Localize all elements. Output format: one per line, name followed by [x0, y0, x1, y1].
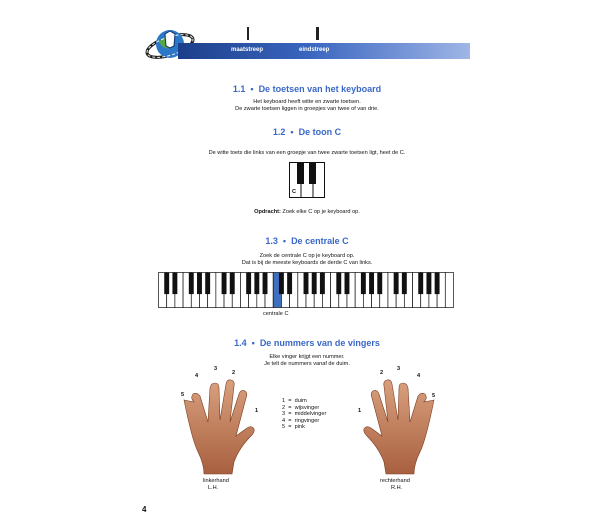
band-label-right: eindstreep: [299, 47, 330, 53]
right-hand-abbr: R.H.: [391, 485, 403, 491]
small-keyboard-c-label: C: [292, 189, 297, 195]
right-hand-num-1: 1: [358, 408, 362, 414]
black-key: [345, 273, 350, 295]
black-key: [418, 273, 423, 295]
black-key: [279, 273, 284, 295]
section-text-1-3b: Dat is bij de meeste keyboards de derde C van links.: [241, 260, 373, 266]
black-key: [377, 273, 382, 295]
assignment: Opdracht: Zoek elke C op je keyboard op.: [254, 209, 360, 215]
section-text-1-1a: Het keyboard heeft witte en zwarte toetsen.: [253, 99, 361, 105]
black-key: [197, 273, 202, 295]
black-key: [287, 273, 292, 295]
left-hand-num-2: 2: [232, 370, 236, 376]
black-key: [402, 273, 407, 295]
central-c-label: centrale C: [263, 311, 289, 317]
black-key: [164, 273, 169, 295]
right-hand-num-4: 4: [417, 373, 421, 379]
band-label-left: maatstreep: [231, 47, 264, 53]
section-heading-1-3: 1.3 • De centrale C: [265, 236, 349, 246]
left-hand-icon: [180, 372, 260, 478]
section-text-1-2: De witte toets die links van een groepje van twee zwarte toetsen ligt, heet de C.: [208, 150, 406, 156]
right-hand-icon: [358, 372, 438, 478]
black-key: [369, 273, 374, 295]
finger-legend-row: 2 = wijsvinger: [282, 404, 320, 411]
black-key: [189, 273, 194, 295]
big-keyboard: [158, 272, 454, 308]
section-text-1-3a: Zoek de centrale C op je keyboard op.: [259, 253, 355, 259]
white-key: [445, 273, 453, 308]
black-key: [312, 273, 317, 295]
black-key: [254, 273, 259, 295]
black-key: [222, 273, 227, 295]
section-text-1-4b: Je telt de nummers vanaf de duim.: [264, 361, 350, 367]
section-text-1-1b: De zwarte toetsen liggen in groepjes van twee of van drie.: [235, 106, 379, 112]
black-key: [361, 273, 366, 295]
finger-legend-row: 5 = pink: [282, 424, 305, 431]
black-key: [263, 273, 268, 295]
end-bar-line: [316, 27, 319, 40]
right-hand-num-5: 5: [432, 393, 436, 399]
black-key: [230, 273, 235, 295]
left-hand-num-5: 5: [181, 392, 185, 398]
section-heading-1-1: 1.1 • De toetsen van het keyboard: [232, 84, 382, 94]
right-hand-num-2: 2: [380, 370, 384, 376]
bar-line: [247, 27, 249, 40]
right-hand-name: rechterhand: [380, 478, 410, 484]
left-hand-num-3: 3: [214, 366, 218, 372]
finger-legend-row: 1 = duim: [282, 398, 307, 404]
section-heading-1-4: 1.4 • De nummers van de vingers: [234, 338, 380, 348]
black-key: [246, 273, 251, 295]
black-key: [320, 273, 325, 295]
section-heading-1-2: 1.2 • De toon C: [272, 127, 342, 137]
page-number: 4: [142, 505, 147, 514]
left-hand-num-4: 4: [195, 373, 199, 379]
finger-legend-row: 4 = ringvinger: [282, 417, 320, 424]
black-key: [304, 273, 309, 295]
left-hand-num-1: 1: [255, 408, 259, 414]
black-key: [172, 273, 177, 295]
black-key: [336, 273, 341, 295]
finger-legend-row: 3 = middelvinger: [282, 411, 327, 418]
black-key: [435, 273, 440, 295]
left-hand-name: linkerhand: [203, 478, 229, 484]
finger-legend: [282, 398, 326, 431]
section-text-1-4a: Elke vinger krijgt een nummer.: [269, 354, 345, 360]
right-hand-num-3: 3: [397, 366, 401, 372]
black-key: [205, 273, 210, 295]
black-key: [426, 273, 431, 295]
left-hand-abbr: L.H.: [208, 485, 219, 491]
black-key: [394, 273, 399, 295]
header-band: [178, 43, 470, 59]
